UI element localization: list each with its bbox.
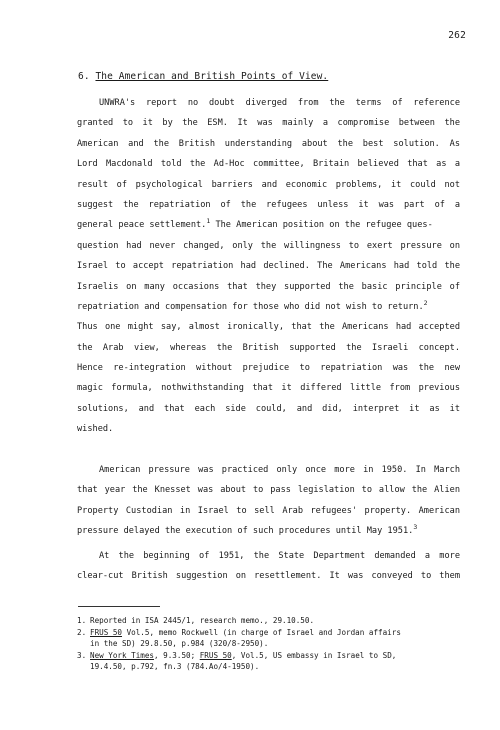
section-number: 6. xyxy=(78,71,90,82)
text-line: Hence re-integration without prejudice to repatriation was the new xyxy=(77,363,460,374)
footnote-1 xyxy=(77,615,467,627)
text-line: Israel to accept repatriation had declined. The Americans had told the xyxy=(77,261,460,272)
text-line xyxy=(77,297,460,317)
text-line: suggest the repatriation of the refugees unless it was part of a xyxy=(77,199,460,210)
text-segment: 19.4.50, p.792, fn.3 (784.Ao/4-1950). xyxy=(90,662,260,672)
text-line: Lord Macdonald told the Ad-Hoc committee, Britain believed that as a xyxy=(77,159,460,170)
text-line: solutions, and that each side could, and did, interpret it as it xyxy=(77,403,460,414)
paragraph-1 xyxy=(77,93,460,440)
text-line: Thus one might say, almost ironically, that the Americans had accepted xyxy=(77,322,460,333)
text-line: American pressure was practiced only once more in 1950. In March xyxy=(99,465,460,475)
footnote-number: 1. xyxy=(77,616,87,625)
text-line: that year the Knesset was about to pass legislation to allow the Alien xyxy=(77,485,460,496)
text-line: wished. xyxy=(77,424,114,435)
footnote-ref-1: 1 xyxy=(206,217,211,226)
citation-source: New York Times xyxy=(90,650,155,660)
text-segment: Vol.5, memo Rockwell (in charge of Israel and Jordan affairs xyxy=(122,627,401,637)
section-title: The American and British Points of View. xyxy=(95,71,329,82)
text-line: Israelis on many occasions that they supported the basic principle of xyxy=(77,281,460,292)
footnote-3 xyxy=(77,650,467,673)
text-line: result of psychological barriers and economic problems, it could not xyxy=(77,179,460,190)
footnotes xyxy=(77,615,467,673)
footnote-2 xyxy=(77,627,467,650)
text-line: American and the British understanding about the best solution. As xyxy=(77,138,460,149)
text-line: granted to it by the ESM. It was mainly a compromise between the xyxy=(77,118,460,129)
section-heading xyxy=(78,71,328,82)
text-segment: The American position on the refugee ques- xyxy=(210,220,433,231)
footnote-ref-2: 2 xyxy=(423,298,428,307)
footnote-text xyxy=(90,650,467,673)
footnote-text: Reported in ISA 2445/1, research memo., 29.10.50. xyxy=(90,616,315,625)
page-number: 262 xyxy=(448,30,466,41)
text-line: At the beginning of 1951, the State Department demanded a more xyxy=(99,551,460,561)
text-line xyxy=(77,215,460,235)
text-segment: general peace settlement. xyxy=(77,220,207,231)
text-line: clear-cut British suggestion on resettlement. It was conveyed to them xyxy=(77,571,460,582)
text-line: Property Custodian in Israel to sell Arab refugees' property. American xyxy=(77,505,460,516)
text-line: question had never changed, only the willingness to exert pressure on xyxy=(77,240,460,251)
text-segment: , Vol.5, US embassy in Israel to SD, xyxy=(231,650,397,660)
citation-source: FRUS 50 xyxy=(90,627,123,637)
footnote-number: 3. xyxy=(77,650,87,660)
footnote-text xyxy=(90,627,467,650)
text-segment: repatriation and compensation for those who did not wish to return. xyxy=(77,301,424,312)
text-line: UNWRA's report no doubt diverged from the terms of reference xyxy=(99,98,460,108)
paragraph-3 xyxy=(77,546,460,587)
text-segment: pressure delayed the execution of such procedures until May 1951. xyxy=(77,526,414,537)
text-line: the Arab view, whereas the British supported the Israeli concept. xyxy=(77,342,460,353)
footnote-separator xyxy=(78,606,160,607)
footnote-number: 2. xyxy=(77,627,87,637)
text-line: magic formula, nothwithstanding that it differed little from previous xyxy=(77,383,460,394)
footnote-ref-3: 3 xyxy=(413,523,418,532)
citation-source: FRUS 50 xyxy=(199,650,232,660)
text-line xyxy=(77,521,460,541)
text-segment: , 9.3.50; xyxy=(154,650,200,660)
paragraph-2 xyxy=(77,460,460,542)
text-segment: in the SD) 29.8.50, p.984 (320/8-2950). xyxy=(90,639,269,649)
